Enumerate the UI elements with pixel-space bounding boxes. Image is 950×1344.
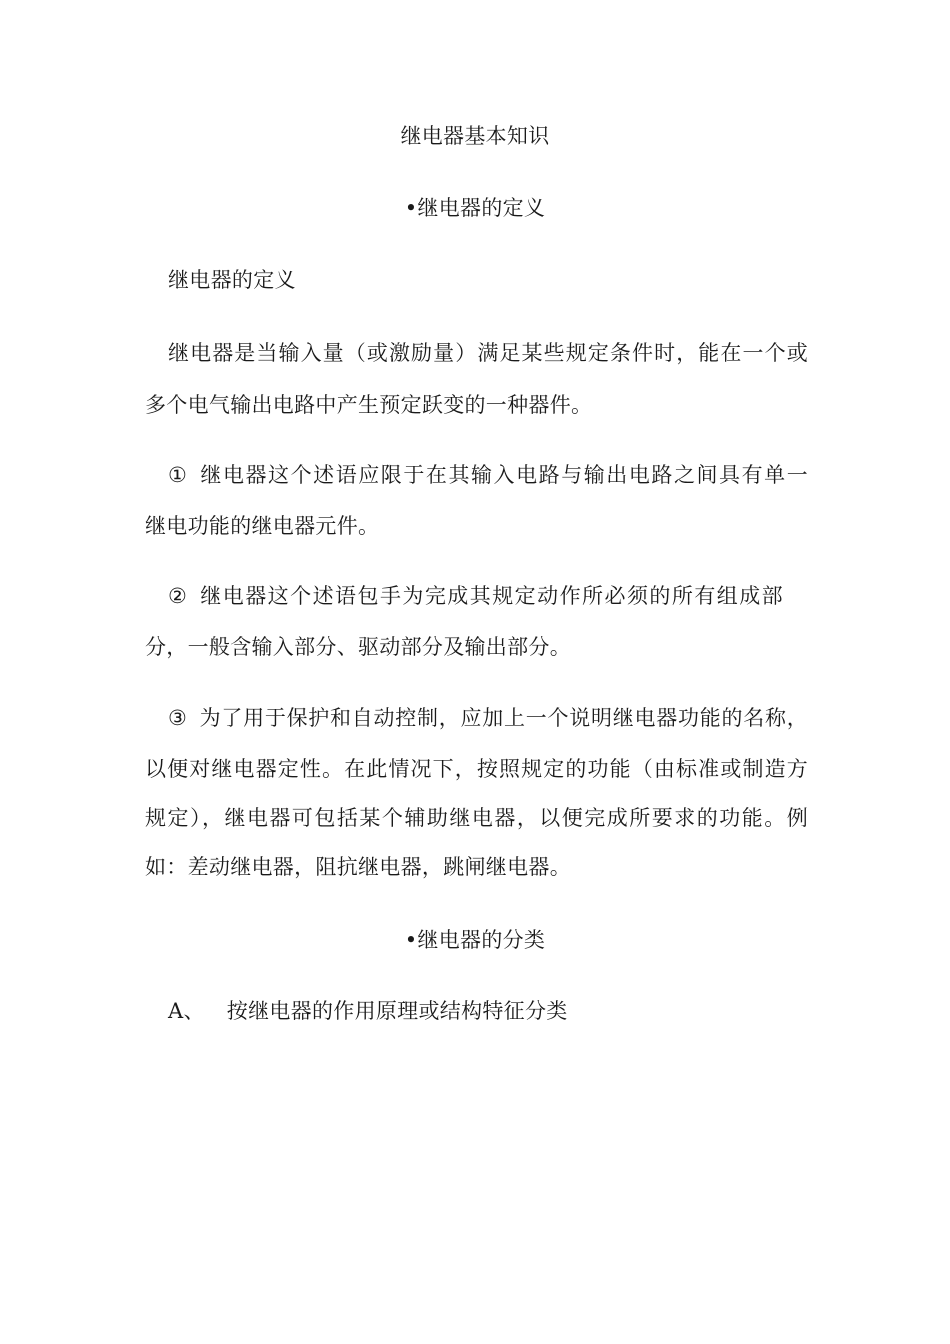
note-2-text: 继电器这个述语包手为完成其规定动作所必须的所有组成部 [199,584,783,608]
document-title: 继电器基本知识 [400,124,550,148]
item-a-text: 按继电器的作用原理或结构特征分类 [226,999,568,1023]
note-1-line-2: 继电功能的继电器元件。 [145,514,380,538]
note-1-marker: ① [168,463,188,487]
subheading-definition: 继电器的定义 [168,268,296,292]
note-3-marker: ③ [168,706,188,730]
note-3-line-2: 以便对继电器定性。在此情况下，按照规定的功能（由标准或制造方 [145,757,808,781]
item-a-marker: A、 [168,999,205,1023]
note-3-line-3: 规定），继电器可包括某个辅助继电器，以便完成所要求的功能。例 [145,806,808,830]
section-heading-definition: •继电器的定义 [404,196,546,220]
note-3-text: 为了用于保护和自动控制，应加上一个说明继电器功能的名称， [199,706,808,730]
note-1-text: 继电器这个述语应限于在其输入电路与输出电路之间具有单一 [199,463,808,487]
note-1-line-1 [168,461,808,489]
note-3-line-1 [168,704,808,732]
classification-item-a [168,997,568,1025]
definition-paragraph-line-1: 继电器是当输入量（或激励量）满足某些规定条件时，能在一个或 [168,341,808,365]
note-3-line-4: 如：差动继电器，阻抗继电器，跳闸继电器。 [145,855,571,879]
note-2-marker: ② [168,584,188,608]
section-heading-classification: •继电器的分类 [404,928,546,952]
note-2-line-1 [168,582,783,610]
note-2-line-2: 分，一般含输入部分、驱动部分及输出部分。 [145,635,571,659]
definition-paragraph-line-2: 多个电气输出电路中产生预定跃变的一种器件。 [145,393,593,417]
